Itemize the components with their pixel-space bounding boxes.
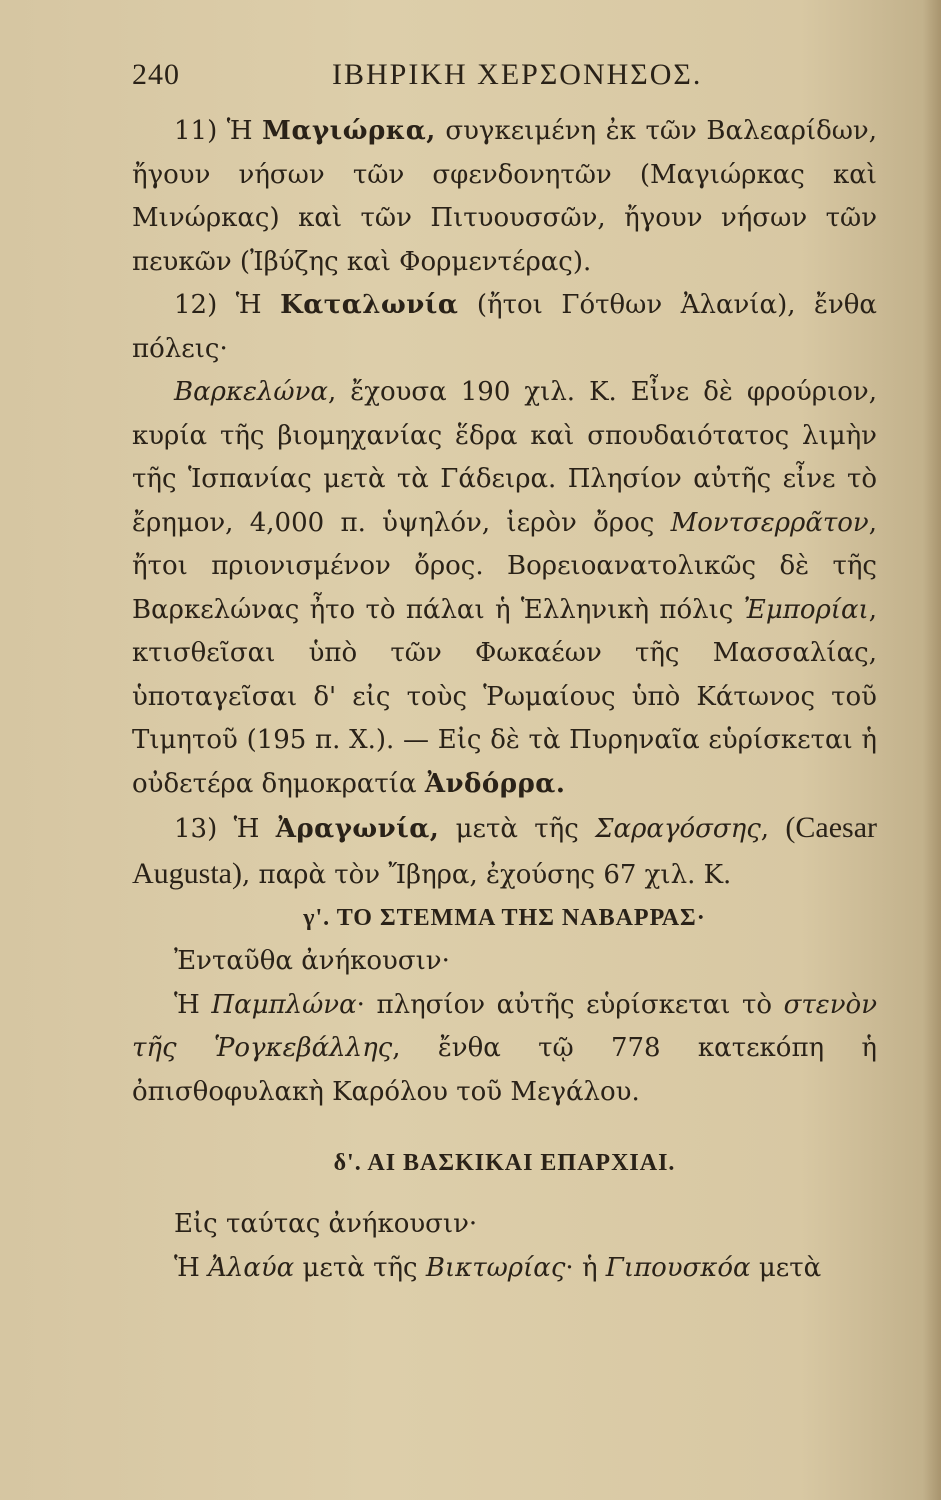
place-name-roncesvalles: στενὸν τῆς Ῥογκεβάλλης xyxy=(132,989,878,1063)
place-name-emporiae: Ἐμπορίαι xyxy=(743,594,869,625)
place-name-barcelona: Βαρκελώνα xyxy=(174,377,328,407)
place-name-vitoria: Βικτωρίας xyxy=(425,1252,566,1283)
paragraph-text: , ἤτοι πριονισμένον ὄρος. Βορειοανατολικῶς δὲ τῆς Βαρκελώνας ἦτο τὸ πάλαι ἡ Ἑλληνικὴ πόλις xyxy=(132,507,877,625)
place-name-majorca: Μαγιώρκα, xyxy=(262,116,436,146)
page-header xyxy=(132,58,877,110)
place-name-guipuzcoa: Γιπουσκόα xyxy=(605,1252,751,1283)
section-intro-navarre: Ἐνταῦθα ἀνήκουσιν· xyxy=(174,946,450,976)
page-text xyxy=(132,58,877,1290)
section-heading-basque: δ'. ΑΙ ΒΑΣΚΙΚΑΙ ΕΠΑΡΧΙΑΙ. xyxy=(333,1150,676,1176)
item-number-13: 13) Ἡ xyxy=(174,814,276,844)
paragraph-text: , κτισθεῖσαι ὑπὸ τῶν Φωκαέων τῆς Μασσαλίας, ὑποταγεῖσαι δ' εἰς τοὺς Ῥωμαίους ὑπὸ Κάτωνος τοῦ Τιμητοῦ (195 π. Χ.). — Εἰς δὲ τὰ Πυρηναῖα εὑρίσκεται ἡ οὐδετέρα δημοκρατία xyxy=(132,594,877,799)
paragraph-text: · πλησίον αὐτῆς εὑρίσκεται τὸ xyxy=(356,989,784,1020)
section-intro-basque: Εἰς ταύτας ἀνήκουσιν· xyxy=(174,1209,478,1239)
latin-name: (Caesar Augusta) xyxy=(132,811,878,890)
paragraph-aragon xyxy=(132,806,877,897)
item-number-12: 12) Ἡ xyxy=(174,290,281,320)
paragraph-text: μετὰ τῆς xyxy=(439,814,596,844)
paragraph-text: Ἡ xyxy=(174,989,212,1020)
page-number: 240 xyxy=(132,58,180,91)
paragraph-text: (ἤτοι Γότθων Ἀλανία), ἔνθα πόλεις· xyxy=(132,290,877,364)
paragraph-text: , ἔχουσα 190 χιλ. Κ. Εἶνε δὲ φρούριον, κυρία τῆς βιομηχανίας ἕδρα καὶ σπουδαιότατος λιμὴν τῆς Ἱσπανίας μετὰ τὰ Γάδειρα. Πλησίον αὐτῆς εἶνε τὸ ἔρημον, 4,000 π. ὑψηλόν, ἱερὸν ὄρος xyxy=(132,377,877,538)
paragraph-majorca xyxy=(132,110,877,284)
place-name-alava: Ἀλαύα xyxy=(208,1252,295,1283)
paragraph-text: μετὰ xyxy=(750,1252,822,1283)
item-number-11: 11) Ἡ xyxy=(174,116,263,146)
paragraph-text: , ἔνθα τῷ 778 κατεκόπη ἡ ὀπισθοφυλακὴ Καρόλου τοῦ Μεγάλου. xyxy=(132,1033,877,1107)
paragraph-text: , παρὰ τὸν Ἴβηρα, ἐχούσης 67 χιλ. Κ. xyxy=(241,859,732,890)
paragraph-text: συγκειμένη ἐκ τῶν Βαλεαρίδων, ἤγουν νήσων τῶν σφενδονητῶν (Μαγιώρκας καὶ Μινώρκας) καὶ τῶν Πιτυουσσῶν, ἤγουν νήσων τῶν πευκῶν (Ἰβύζης καὶ Φορμεντέρας). xyxy=(132,116,878,277)
paragraph-barcelona xyxy=(132,371,877,806)
paragraph-pamplona xyxy=(132,984,877,1115)
paragraph-text: Ἡ xyxy=(174,1252,209,1283)
paragraph-alava xyxy=(132,1247,877,1291)
paragraph-catalonia xyxy=(132,284,877,371)
paragraph-text: μετὰ τῆς xyxy=(294,1252,426,1283)
place-name-catalonia: Καταλωνία xyxy=(280,290,459,320)
paragraph-text: , xyxy=(760,814,786,844)
place-name-saragossa: Σαραγόσσης xyxy=(595,814,761,844)
paragraph-text: · ἡ xyxy=(565,1252,606,1283)
running-head: ΙΒΗΡΙΚΗ ΧΕΡΣΟΝΗΣΟΣ. xyxy=(332,58,703,91)
place-name-montserrat: Μοντσερρᾶτον xyxy=(670,507,869,538)
place-name-pamplona: Παμπλώνα xyxy=(211,989,357,1020)
place-name-aragon: Ἀραγωνία, xyxy=(275,814,440,844)
place-name-andorra: Ἀνδόρρα. xyxy=(424,768,566,799)
section-heading-navarre: γ'. ΤΟ ΣΤΕΜΜΑ ΤΗΣ ΝΑΒΑΡΡΑΣ· xyxy=(303,905,706,931)
